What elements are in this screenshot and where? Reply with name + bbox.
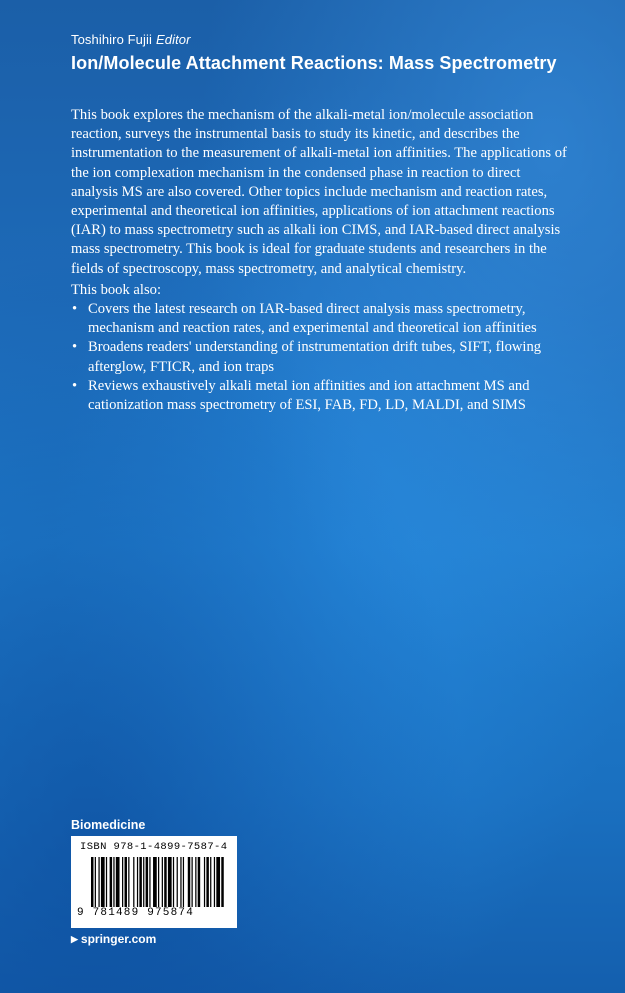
list-item: • Broadens readers' understanding of instrumentation drift tubes, SIFT, flowing afterglow, FTICR, and ion traps: [71, 338, 571, 376]
barcode-bars: [91, 857, 225, 914]
also-intro: This book also:: [71, 282, 161, 298]
subject-category: Biomedicine: [71, 818, 146, 832]
isbn-barcode: [71, 836, 237, 928]
editor-role: Editor: [155, 32, 191, 47]
feature-list: [71, 300, 571, 415]
book-description: This book explores the mechanism of the alkali-metal ion/molecule association reaction, surveys the instrumental basis to study its kinetic, and describes the instrumentation to the measurement of alkali-metal ion affinities. The applications of the ion complexation mechanism in the condensed phase in reaction to direct analysis MS are also covered. Other topics include mechanism and reaction rates, experimental and theoretical ion affinities, applications of ion attachment reactions (IAR) to mass spectrometry such as alkali ion CIMS, and IAR-based direct analysis mass spectrometry. This book is ideal for graduate students and researchers in the fields of spectroscopy, mass spectrometry, and analytical chemistry.: [71, 107, 567, 277]
publisher-link[interactable]: [71, 932, 156, 946]
editor-name: Toshihiro Fujii: [71, 32, 152, 47]
triangle-right-icon: ▶: [71, 933, 78, 944]
editor-line: [71, 32, 191, 47]
barcode-digits: 9 781489 975874: [77, 907, 195, 919]
list-item: • Reviews exhaustively alkali metal ion affinities and ion attachment MS and cationization mass spectrometry of ESI, FAB, FD, LD, MALDI, and SIMS: [71, 377, 571, 415]
list-item: • Covers the latest research on IAR-based direct analysis mass spectrometry, mechanism and reaction rates, and experimental and theoretical ion affinities: [71, 300, 571, 338]
book-title: Ion/Molecule Attachment Reactions: Mass Spectrometry: [71, 53, 557, 73]
isbn-label: ISBN 978-1-4899-7587-4: [80, 841, 228, 853]
publisher-url: springer.com: [80, 932, 157, 946]
